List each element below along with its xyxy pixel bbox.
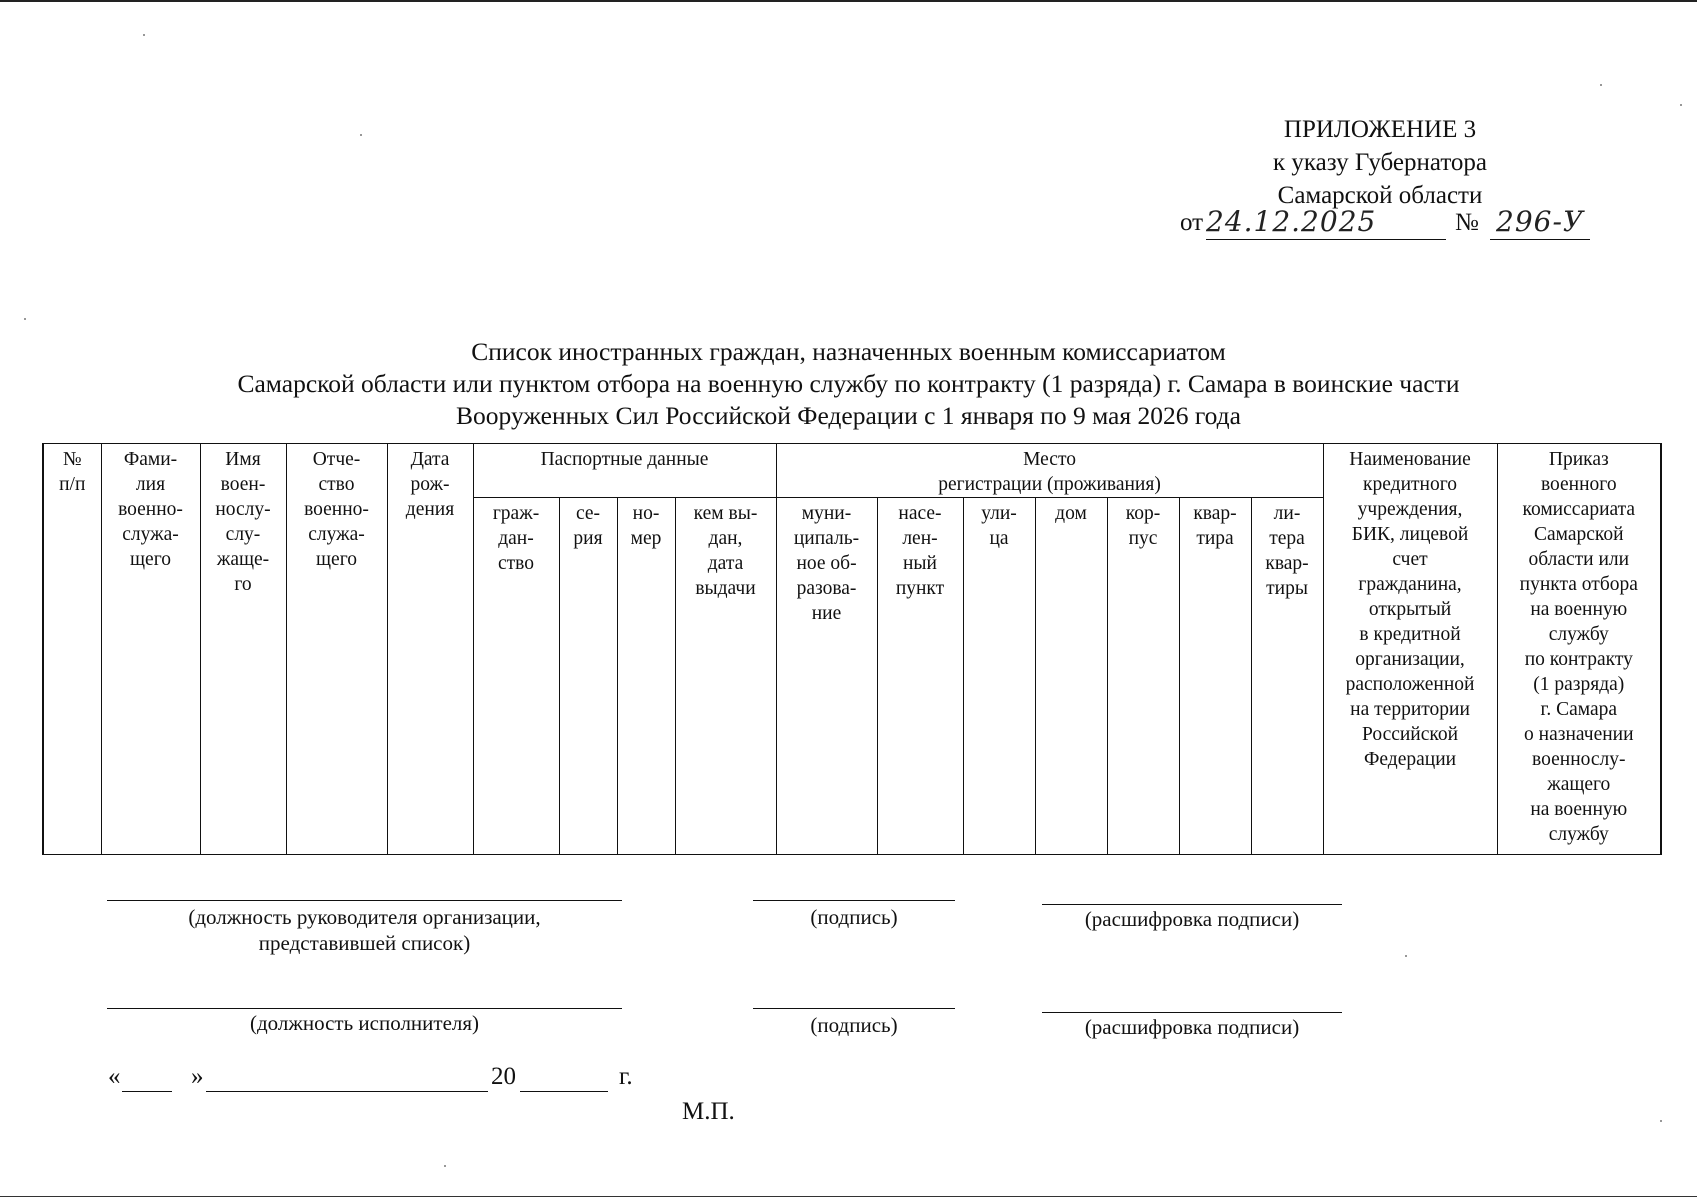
- year-prefix: 20: [491, 1063, 516, 1090]
- group-passport-data: Паспортные данные: [473, 444, 776, 498]
- title-line-2: Самарской области или пунктом отбора на военную службу по контракту (1 разряда) г. Самара в воинские части: [237, 369, 1460, 398]
- scan-speck: [1600, 84, 1602, 86]
- title-line-1: Список иностранных граждан, назначенных военным комиссариатом: [471, 337, 1226, 366]
- year-blank: [520, 1091, 608, 1092]
- quote-open: «: [108, 1063, 121, 1090]
- group-registration-place: Место регистрации (проживания): [776, 444, 1323, 498]
- col-passport-series: се- рия: [559, 498, 617, 855]
- scan-speck: [1660, 1120, 1662, 1122]
- decode-caption-2: (расшифровка подписи): [1084, 1015, 1300, 1039]
- date-underline: [1206, 239, 1446, 240]
- fill-date-line: [108, 1063, 668, 1097]
- document-title: [100, 336, 1597, 432]
- col-building: кор- пус: [1107, 498, 1179, 855]
- col-apartment-letter: ли- тера квар- тиры: [1251, 498, 1323, 855]
- decode-line-2: [1042, 1012, 1342, 1013]
- executor-position-line: [107, 1008, 622, 1009]
- col-apartment: квар- тира: [1179, 498, 1251, 855]
- executor-position-caption: (должность исполнителя): [249, 1011, 480, 1035]
- col-bank-institution: Наименование кредитного учреждения, БИК, лицевой счет гражданина, открытый в кредитной организации, расположенной на территории Российской Федерации: [1323, 444, 1497, 855]
- col-citizenship: граж- дан- ство: [473, 498, 559, 855]
- date-prefix: от: [1180, 209, 1204, 236]
- scan-speck: [1680, 104, 1682, 106]
- col-passport-number: но- мер: [617, 498, 675, 855]
- col-commissariat-order: Приказ военного комиссариата Самарской области или пункта отбора на военную службу по контракту (1 разряда) г. Самара о назначении военнослу- жащего на военную службу: [1497, 444, 1661, 855]
- col-patronymic: Отче- ство военно- служа- щего: [286, 444, 387, 855]
- col-house: дом: [1035, 498, 1107, 855]
- col-surname: Фами- лия военно- служа- щего: [101, 444, 200, 855]
- quote-close: »: [191, 1063, 204, 1090]
- top-edge-line: [0, 0, 1697, 2]
- col-issued-by: кем вы- дан, дата выдачи: [675, 498, 776, 855]
- day-blank: [122, 1091, 172, 1092]
- title-line-3: Вооруженных Сил Российской Федерации с 1 января по 9 мая 2026 года: [456, 401, 1241, 430]
- decree-date-handwritten: 24.12.2025: [1206, 205, 1377, 238]
- appendix-header: [1215, 113, 1545, 212]
- stamp-place-label: М.П.: [682, 1098, 735, 1125]
- scan-speck: [24, 318, 26, 320]
- appendix-subtitle-1: к указу Губернатора: [1272, 149, 1488, 176]
- scan-speck: [1405, 955, 1407, 957]
- signature-line-2: [753, 1008, 955, 1009]
- col-birth-date: Дата рож- дения: [387, 444, 473, 855]
- signature-line-1: [753, 900, 955, 901]
- head-position-caption: (должность руководителя организации, представившей список): [188, 905, 541, 955]
- decree-number-handwritten: 296-У: [1496, 205, 1585, 238]
- number-underline: [1490, 239, 1590, 240]
- number-prefix: №: [1455, 209, 1479, 236]
- head-position-line: [107, 900, 622, 901]
- signature-caption-1: (подпись): [810, 905, 898, 929]
- appendix-subtitle-2: Самарской области: [1277, 182, 1483, 209]
- signature-caption-2: (подпись): [810, 1013, 898, 1037]
- scan-speck: [360, 134, 362, 136]
- year-suffix: г.: [619, 1063, 633, 1090]
- col-settlement: насе- лен- ный пункт: [877, 498, 963, 855]
- decode-line-1: [1042, 904, 1342, 905]
- scan-speck: [143, 34, 145, 36]
- appendix-title: ПРИЛОЖЕНИЕ 3: [1283, 116, 1477, 143]
- scan-speck: [444, 1165, 446, 1167]
- citizens-list-table: [42, 443, 1662, 855]
- col-street: ули- ца: [963, 498, 1035, 855]
- decode-caption-1: (расшифровка подписи): [1084, 907, 1300, 931]
- col-name: Имя воен- нослу- слу- жаще- го: [200, 444, 286, 855]
- bottom-edge-line: [0, 1196, 1697, 1197]
- month-blank: [206, 1091, 488, 1092]
- col-municipality: муни- ципаль- ное об- разова- ние: [776, 498, 877, 855]
- decree-date-number: [1178, 205, 1618, 245]
- col-number: № п/п: [43, 444, 101, 855]
